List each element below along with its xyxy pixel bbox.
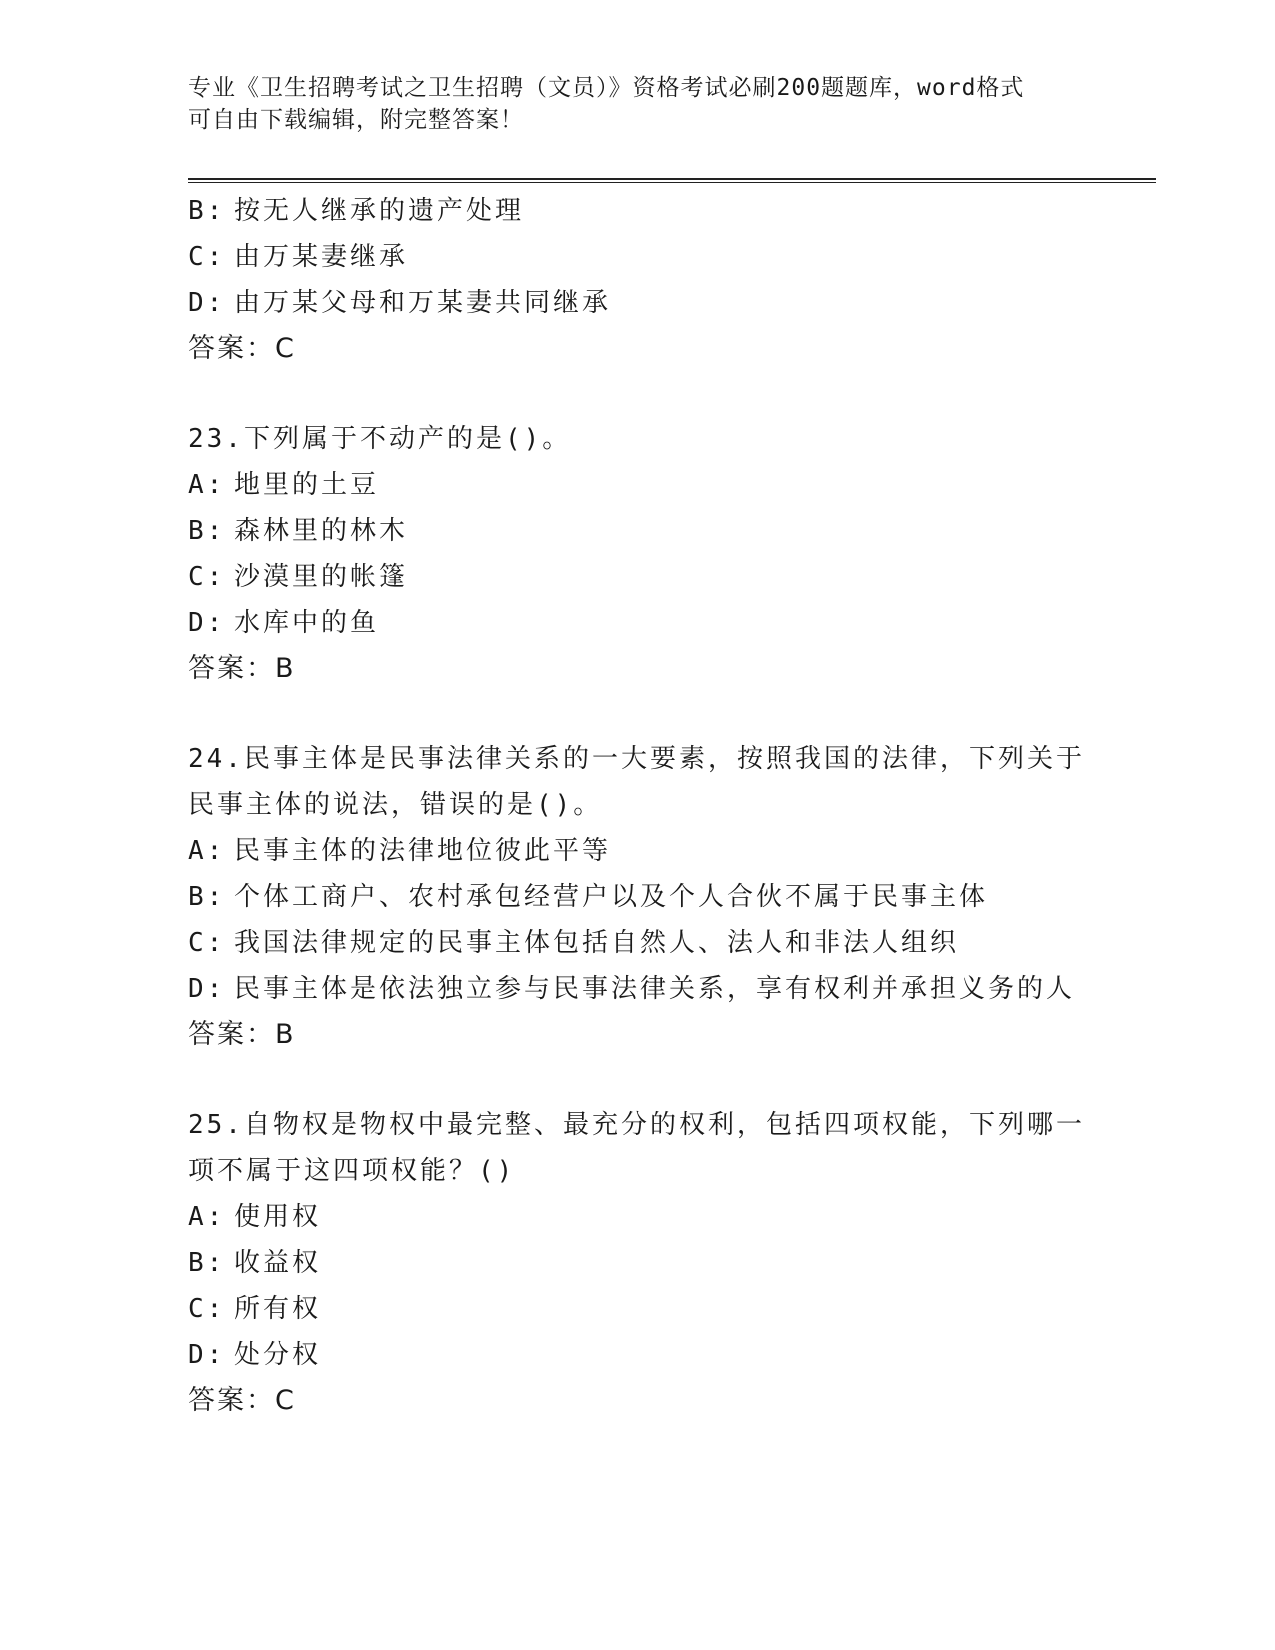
option-text: 民事主体的法律地位彼此平等 <box>234 836 612 866</box>
question-stem-continued: 项不属于这四项权能？() <box>188 1156 516 1186</box>
header-line-1: 专业《卫生招聘考试之卫生招聘（文员）》资格考试必刷200题题库，word格式 <box>188 75 1025 101</box>
option-c <box>188 234 1148 280</box>
question-spacer <box>188 692 1148 736</box>
option-d <box>188 966 1148 1012</box>
option-text: 个体工商户、农村承包经营户以及个人合伙不属于民事主体 <box>234 882 989 912</box>
option-text: 由万某父母和万某妻共同继承 <box>234 288 612 318</box>
question-list <box>188 188 1148 1424</box>
option-letter: C: <box>188 242 226 272</box>
option-letter: A: <box>188 1202 226 1232</box>
option-a <box>188 828 1148 874</box>
option-text: 民事主体是依法独立参与民事法律关系，享有权利并承担义务的人 <box>234 974 1076 1004</box>
option-text: 沙漠里的帐篷 <box>234 562 409 592</box>
option-letter: C: <box>188 1294 226 1324</box>
question-stem: 24.民事主体是民事法律关系的一大要素，按照我国的法律，下列关于 <box>188 744 1085 774</box>
option-b <box>188 874 1148 920</box>
option-letter: A: <box>188 836 226 866</box>
option-d <box>188 600 1148 646</box>
option-letter: B: <box>188 196 226 226</box>
option-b <box>188 1240 1148 1286</box>
option-letter: A: <box>188 470 226 500</box>
question-spacer <box>188 1058 1148 1102</box>
question-stem-continued: 民事主体的说法，错误的是()。 <box>188 790 603 820</box>
question-stem: 23.下列属于不动产的是()。 <box>188 424 572 454</box>
option-text: 我国法律规定的民事主体包括自然人、法人和非法人组织 <box>234 928 960 958</box>
option-text: 森林里的林木 <box>234 516 409 546</box>
answer-line: 答案：B <box>188 653 296 684</box>
answer-line: 答案：C <box>188 333 296 364</box>
option-text: 收益权 <box>234 1248 322 1278</box>
document-header <box>188 72 1068 136</box>
option-d <box>188 1332 1148 1378</box>
option-text: 地里的土豆 <box>234 470 380 500</box>
header-line-2: 可自由下载编辑，附完整答案！ <box>188 107 524 133</box>
option-letter: C: <box>188 928 226 958</box>
answer-line: 答案：C <box>188 1385 296 1416</box>
option-b <box>188 188 1148 234</box>
option-a <box>188 462 1148 508</box>
option-d <box>188 280 1148 326</box>
option-c <box>188 920 1148 966</box>
option-letter: D: <box>188 1340 226 1370</box>
option-letter: B: <box>188 882 226 912</box>
header-divider <box>188 178 1156 183</box>
option-letter: B: <box>188 1248 226 1278</box>
question-stem: 25.自物权是物权中最完整、最充分的权利，包括四项权能，下列哪一 <box>188 1110 1085 1140</box>
option-b <box>188 508 1148 554</box>
option-c <box>188 554 1148 600</box>
option-text: 处分权 <box>234 1340 322 1370</box>
question-23-block <box>188 416 1148 692</box>
option-letter: D: <box>188 608 226 638</box>
option-text: 按无人继承的遗产处理 <box>234 196 525 226</box>
option-letter: D: <box>188 974 226 1004</box>
question-25-block <box>188 1102 1148 1424</box>
option-c <box>188 1286 1148 1332</box>
option-text: 使用权 <box>234 1202 322 1232</box>
question-24-block <box>188 736 1148 1058</box>
option-text: 所有权 <box>234 1294 322 1324</box>
option-letter: B: <box>188 516 226 546</box>
option-a <box>188 1194 1148 1240</box>
option-letter: C: <box>188 562 226 592</box>
question-spacer <box>188 372 1148 416</box>
answer-line: 答案：B <box>188 1019 296 1050</box>
question-22-block <box>188 188 1148 372</box>
option-text: 水库中的鱼 <box>234 608 380 638</box>
option-letter: D: <box>188 288 226 318</box>
option-text: 由万某妻继承 <box>234 242 409 272</box>
